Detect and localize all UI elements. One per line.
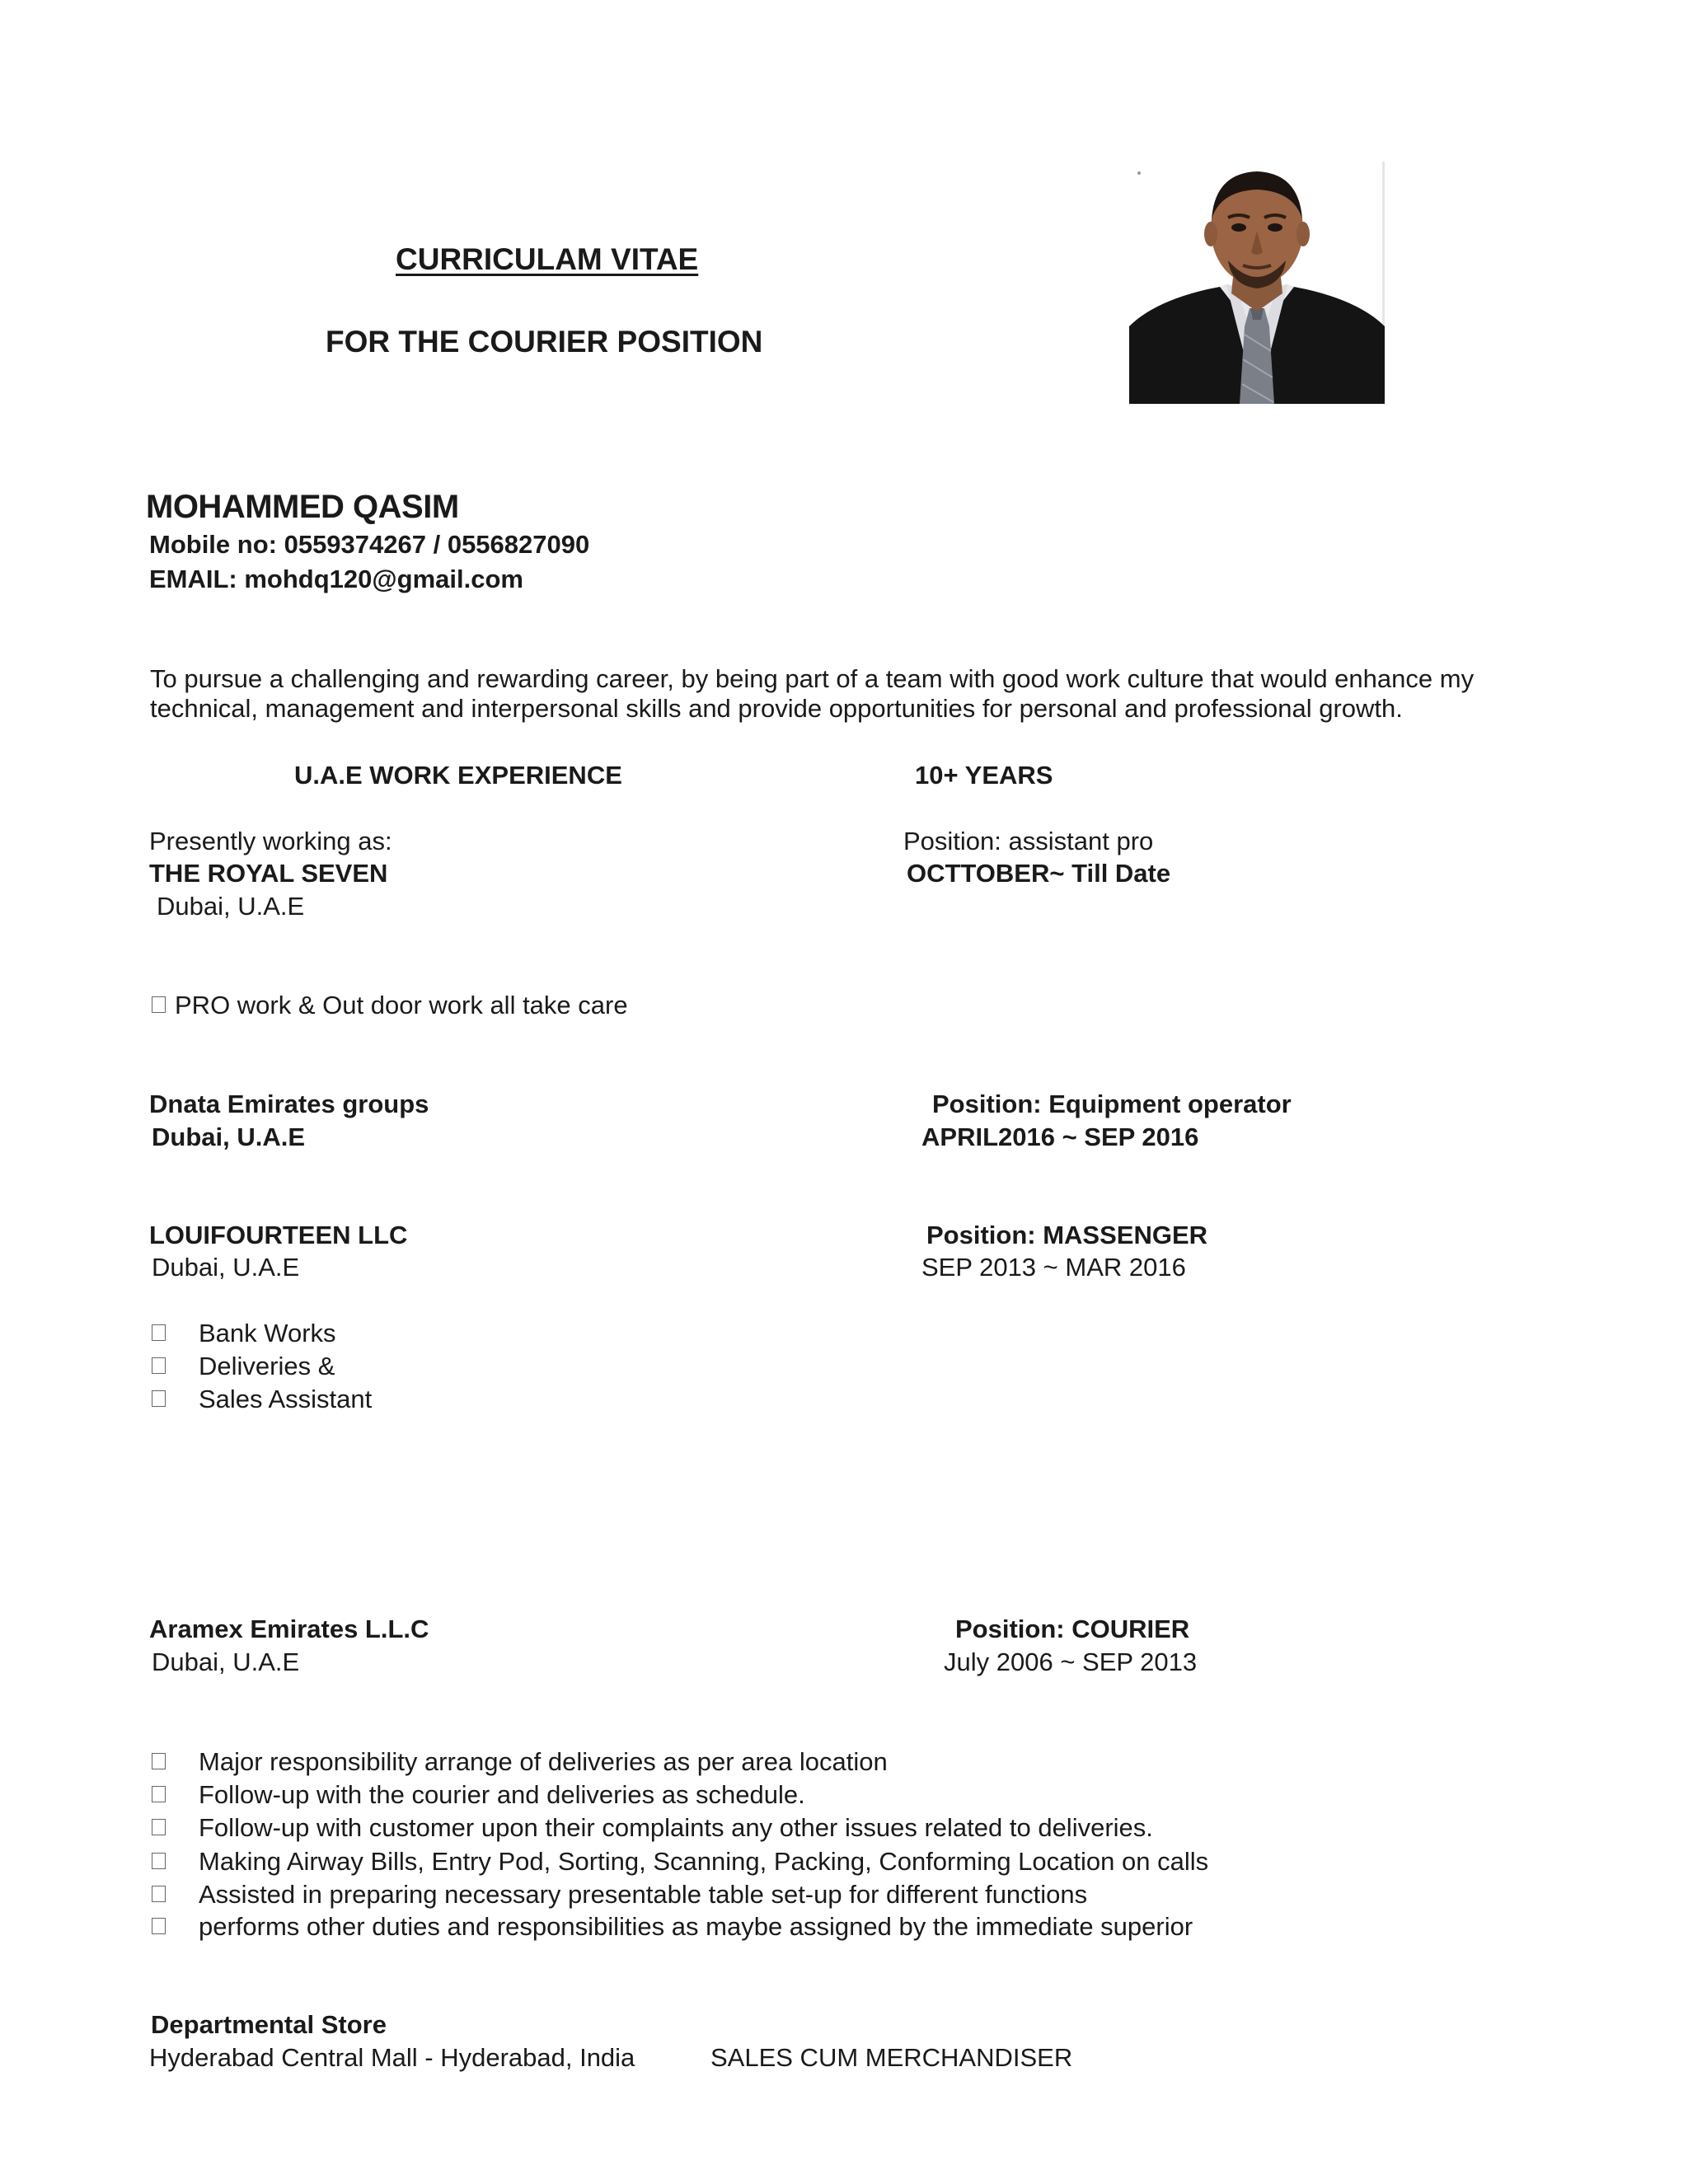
job-location: Dubai, U.A.E [152, 1253, 300, 1282]
company-name: Departmental Store [151, 2010, 387, 2039]
bullet-box-icon [152, 1886, 166, 1902]
duty-text: Follow-up with customer upon their complaints any other issues related to deliveries. [199, 1813, 1153, 1842]
career-objective [150, 664, 1551, 724]
bullet-box-icon [152, 1357, 166, 1374]
duty-text: Bank Works [199, 1319, 336, 1347]
job-location: Dubai, U.A.E [152, 1647, 300, 1676]
job-location: Dubai, U.A.E [157, 892, 305, 921]
duty-text: performs other duties and responsibilities as maybe assigned by the immediate superior [199, 1912, 1193, 1941]
duty-text: Sales Assistant [199, 1385, 373, 1413]
bullet-box-icon [152, 1786, 166, 1802]
experience-years: 10+ YEARS [915, 761, 1053, 790]
bullet-box-icon [152, 1819, 166, 1835]
document-subtitle: FOR THE COURIER POSITION [326, 325, 763, 359]
bullet-box-icon [152, 996, 166, 1013]
candidate-name: MOHAMMED QASIM [146, 489, 459, 525]
job-position: Position: COURIER [955, 1615, 1190, 1643]
mobile-number: Mobile no: 0559374267 / 0556827090 [149, 530, 590, 559]
duty-text: Deliveries & [199, 1352, 335, 1380]
duty-text: Assisted in preparing necessary presentable table set-up for different functions [199, 1880, 1088, 1909]
bullet-box-icon [152, 1324, 166, 1341]
job-dates: APRIL2016 ~ SEP 2016 [921, 1122, 1199, 1151]
duty-text: PRO work & Out door work all take care [175, 991, 628, 1019]
objective-line: To pursue a challenging and rewarding career, by being part of a team with good work culture that would enhance my [150, 664, 1475, 693]
portrait-image [1129, 162, 1385, 404]
job-location: Dubai, U.A.E [152, 1122, 306, 1151]
job-position: Position: Equipment operator [932, 1090, 1292, 1118]
bullet-box-icon [152, 1390, 166, 1407]
job-position: SALES CUM MERCHANDISER [710, 2043, 1073, 2072]
job-dates: OCTTOBER~ Till Date [907, 859, 1171, 888]
bullet-box-icon [152, 1918, 166, 1934]
email-address: EMAIL: mohdq120@gmail.com [149, 565, 523, 593]
bullet-box-icon [152, 1753, 166, 1769]
employment-status: Presently working as: [149, 827, 392, 855]
company-name: Aramex Emirates L.L.C [149, 1615, 429, 1643]
bullet-box-icon [152, 1853, 166, 1869]
job-position: Position: assistant pro [903, 827, 1154, 855]
objective-line: technical, management and interpersonal skills and provide opportunities for personal and professional growth. [150, 694, 1403, 723]
duty-text: Making Airway Bills, Entry Pod, Sorting, Scanning, Packing, Conforming Location on calls [199, 1847, 1209, 1876]
company-name: Dnata Emirates groups [149, 1090, 429, 1118]
job-location: Hyderabad Central Mall - Hyderabad, India [149, 2043, 635, 2072]
experience-heading: U.A.E WORK EXPERIENCE [294, 761, 622, 790]
company-name: LOUIFOURTEEN LLC [149, 1221, 408, 1249]
duty-text: Follow-up with the courier and deliveries as schedule. [199, 1780, 805, 1809]
job-position: Position: MASSENGER [926, 1221, 1208, 1249]
profile-photo [1129, 162, 1385, 404]
job-dates: SEP 2013 ~ MAR 2016 [921, 1253, 1186, 1282]
company-name: THE ROYAL SEVEN [149, 859, 388, 888]
duty-text: Major responsibility arrange of deliveries as per area location [199, 1747, 888, 1776]
document-title: CURRICULAM VITAE [396, 242, 699, 276]
job-dates: July 2006 ~ SEP 2013 [944, 1647, 1198, 1676]
